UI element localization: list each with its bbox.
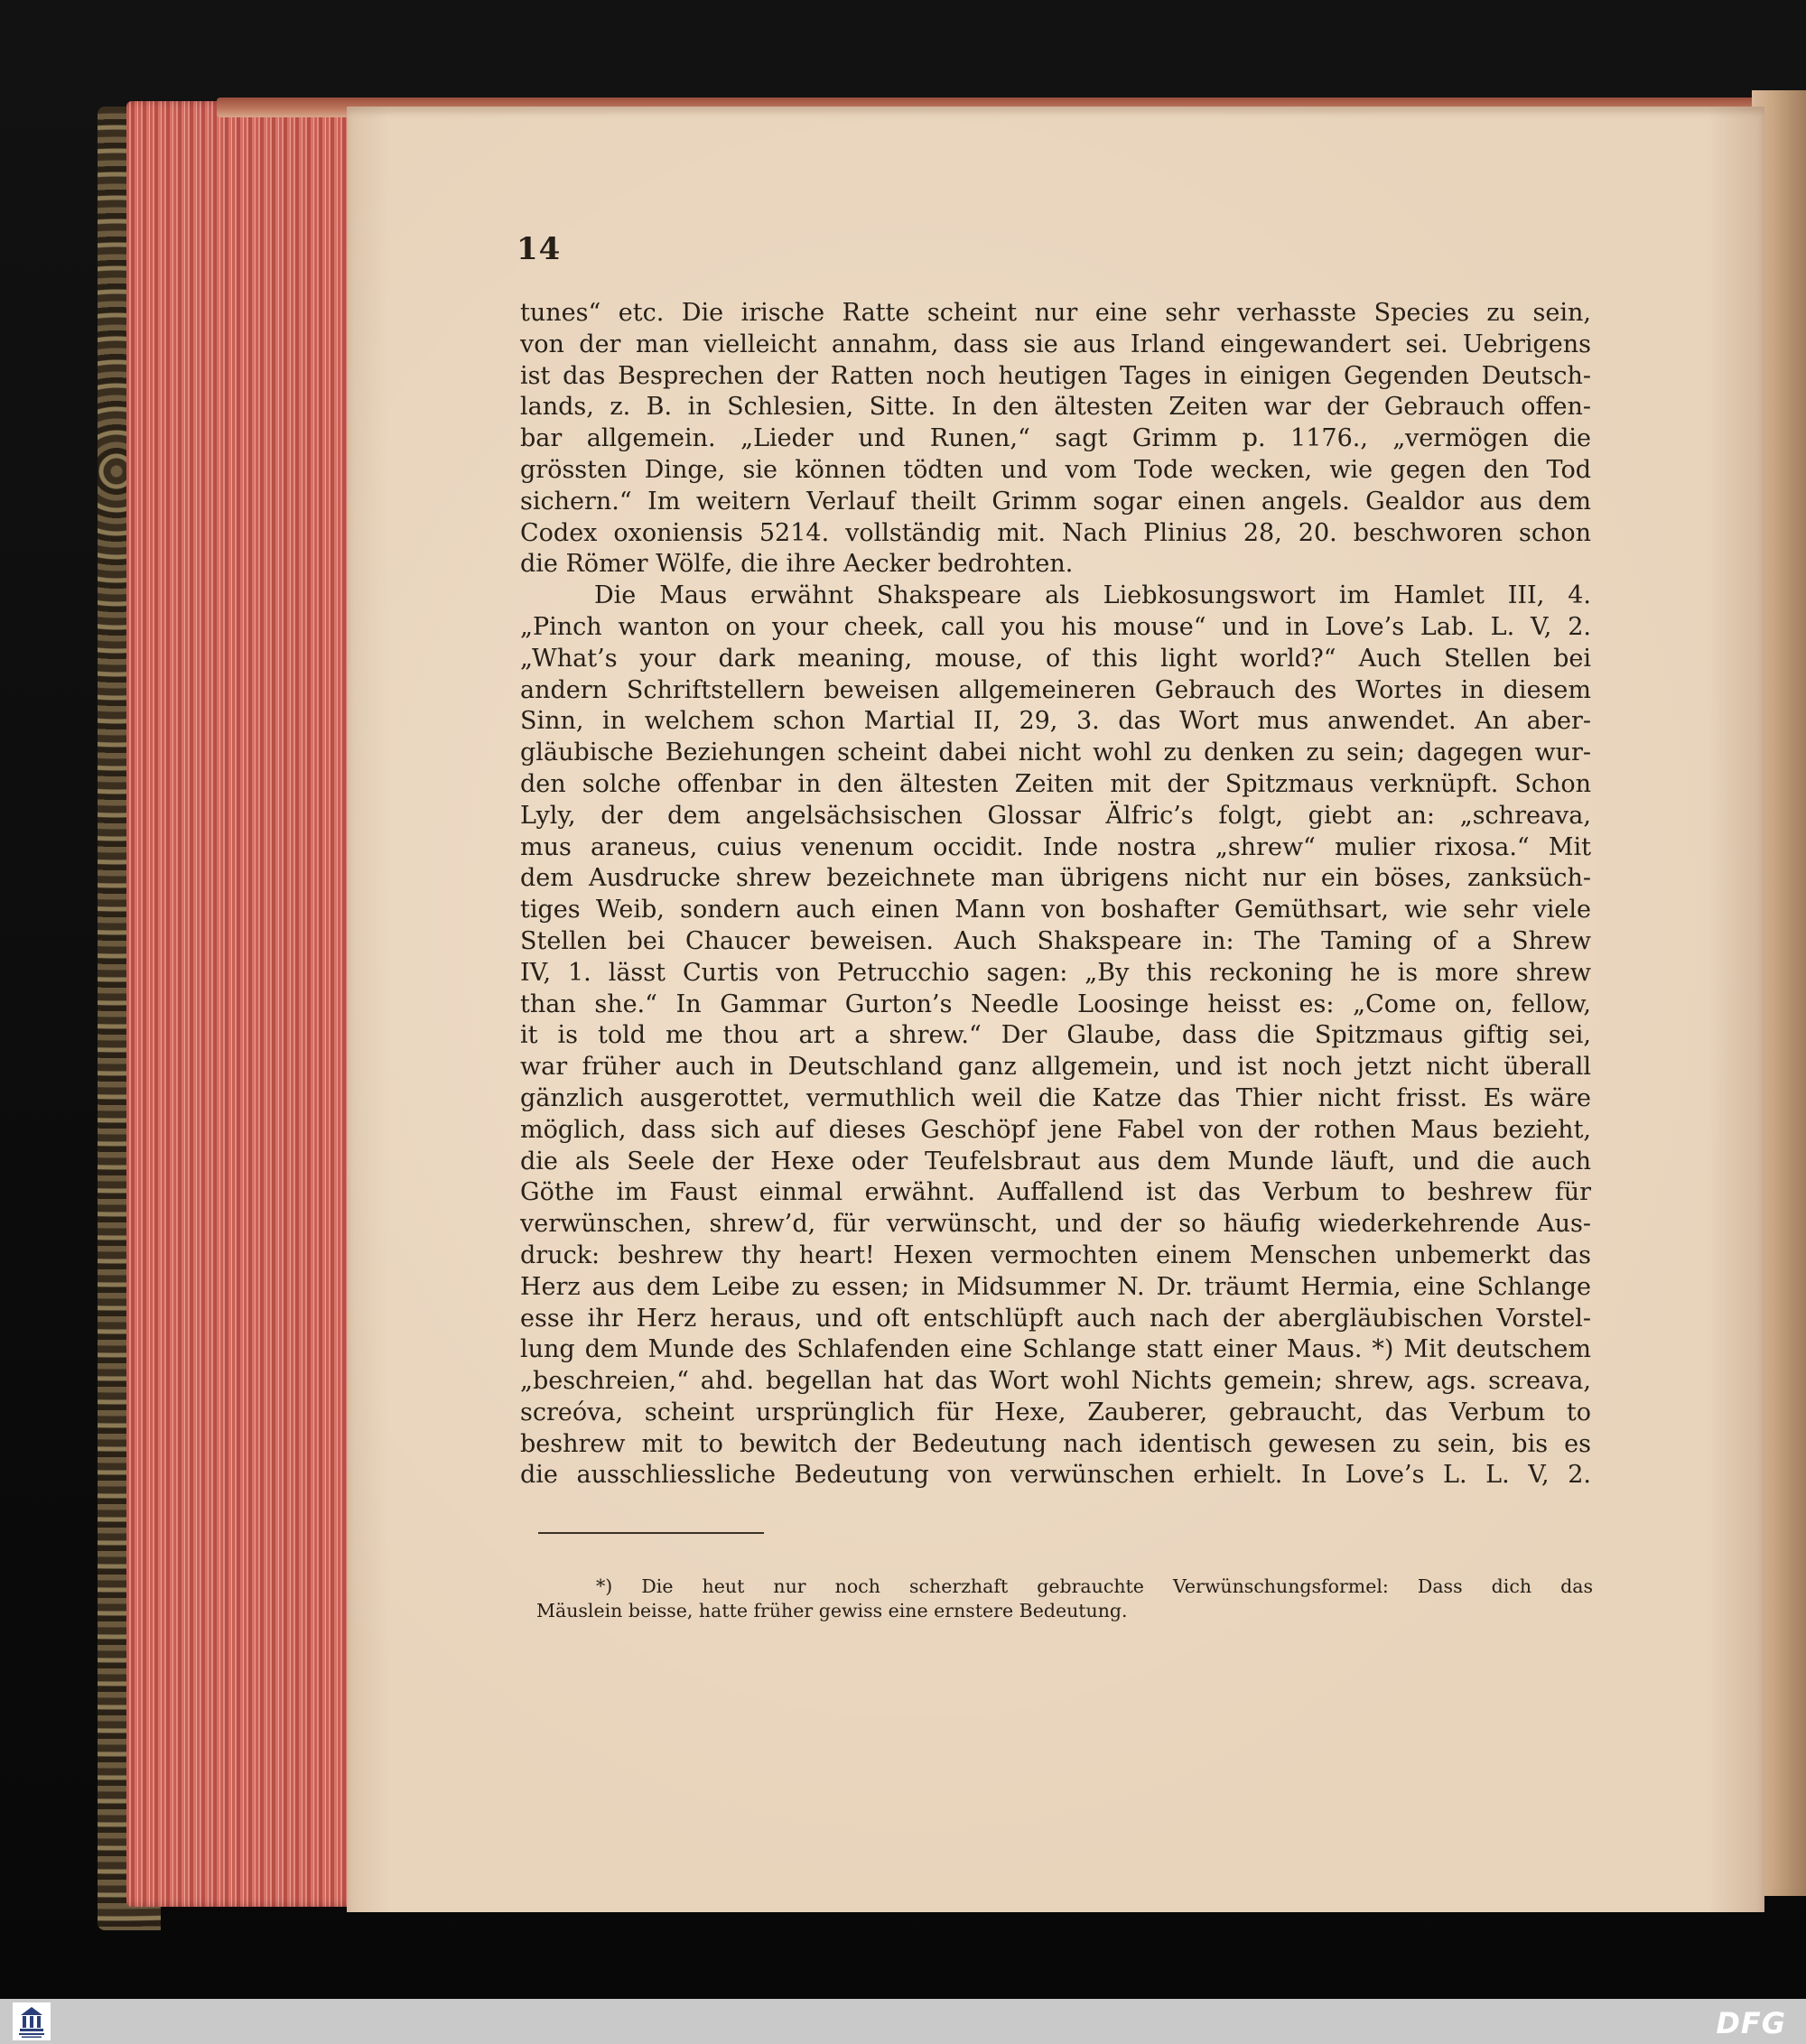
page-number: 14 [517, 231, 562, 267]
text-line: lung dem Munde des Schlafenden eine Schlange statt einer Maus. *) Mit deutschem [520, 1335, 1591, 1364]
footnote-line: Mäuslein beisse, hatte früher gewiss eine ernstere Bedeutung. [536, 1600, 1128, 1621]
text-line: „What’s your dark meaning, mouse, of this light world?“ Auch Stellen bei [520, 644, 1591, 673]
text-line: it is told me thou art a shrew.“ Der Glaube, dass die Spitzmaus giftig sei, [520, 1021, 1591, 1050]
text-line: tiges Weib, sondern auch einen Mann von boshafter Gemüthsart, wie sehr viele [520, 896, 1591, 924]
text-line: den solche offenbar in den ältesten Zeiten mit der Spitzmaus verknüpft. Schon [520, 769, 1591, 798]
text-line: bar allgemein. „Lieder und Runen,“ sagt Grimm p. 1176., „vermögen die [520, 424, 1591, 453]
text-line: die ausschliessliche Bedeutung von verwünschen erhielt. In Love’s L. L. V, 2. [520, 1461, 1591, 1490]
text-line: mus araneus, cuius venenum occidit. Inde nostra „shrew“ mulier rixosa.“ Mit [520, 832, 1591, 861]
text-line: dem Ausdrucke shrew bezeichnete man übrigens nicht nur ein böses, zanksüch- [520, 864, 1591, 893]
text-line: beshrew mit to bewitch der Bedeutung nach identisch gewesen zu sein, bis es [520, 1429, 1591, 1458]
text-line: Codex oxoniensis 5214. vollständig mit. Nach Plinius 28, 20. beschworen schon [520, 518, 1591, 547]
text-line: Herz aus dem Leibe zu essen; in Midsummer N. Dr. träumt Hermia, eine Schlange [520, 1272, 1591, 1301]
text-line: war früher auch in Deutschland ganz allgemein, und ist noch jetzt nicht überall [520, 1053, 1591, 1082]
text-line: die als Seele der Hexe oder Teufelsbraut aus dem Munde läuft, und die auch [520, 1147, 1591, 1175]
page-edges [126, 101, 361, 1907]
book-page [347, 107, 1764, 1912]
footnote [536, 1575, 1593, 1623]
text-line: gläubische Beziehungen scheint dabei nicht wohl zu denken zu sein; dagegen wur- [520, 739, 1591, 767]
text-line: Lyly, der dem angelsächsischen Glossar Älfric’s folgt, giebt an: „schreava, [520, 801, 1591, 830]
text-line: Die Maus erwähnt Shakspeare als Liebkosungswort im Hamlet III, 4. [594, 581, 1591, 610]
text-line: ist das Besprechen der Ratten noch heutigen Tages in einigen Gegenden Deutsch- [520, 361, 1591, 390]
body-text [520, 298, 1591, 1491]
text-line: möglich, dass sich auf dieses Geschöpf jene Fabel von der rothen Maus bezieht, [520, 1115, 1591, 1144]
text-line: die Römer Wölfe, die ihre Aecker bedrohten. [520, 550, 1074, 579]
viewer-footer-bar [0, 1999, 1806, 2044]
text-line: druck: beshrew thy heart! Hexen vermochten einem Menschen unbemerkt das [520, 1240, 1591, 1269]
institution-logo-icon [13, 2002, 51, 2040]
text-line: lands, z. B. in Schlesien, Sitte. In den ältesten Zeiten war der Gebrauch offen- [520, 393, 1591, 422]
text-line: IV, 1. lässt Curtis von Petrucchio sagen: „By this reckoning he is more shrew [520, 958, 1591, 987]
text-line: Stellen bei Chaucer beweisen. Auch Shakspeare in: The Taming of a Shrew [520, 926, 1591, 955]
text-line: screóva, scheint ursprünglich für Hexe, Zauberer, gebraucht, das Verbum to [520, 1398, 1591, 1426]
text-line: von der man vielleicht annahm, dass sie aus Irland eingewandert sei. Uebrigens [520, 330, 1591, 358]
text-line: grössten Dinge, sie können tödten und vom Tode wecken, wie gegen den Tod [520, 455, 1591, 484]
footnote-divider [538, 1532, 764, 1534]
text-line: tunes“ etc. Die irische Ratte scheint nur eine sehr verhasste Species zu sein, [520, 299, 1591, 327]
text-line: Sinn, in welchem schon Martial II, 29, 3. das Wort mus anwendet. An aber- [520, 707, 1591, 736]
text-line: gänzlich ausgerottet, vermuthlich weil die Katze das Thier nicht frisst. Es wäre [520, 1083, 1591, 1112]
text-line: „beschreien,“ ahd. begellan hat das Wort wohl Nichts gemein; shrew, ags. screava, [520, 1367, 1591, 1396]
text-line: „Pinch wanton on your cheek, call you his mouse“ und in Love’s Lab. L. V, 2. [520, 612, 1591, 641]
text-line: sichern.“ Im weitern Verlauf theilt Grimm sogar einen angels. Gealdor aus dem [520, 487, 1591, 516]
text-line: verwünschen, shrew’d, für verwünscht, und der so häufig wiederkehrende Aus- [520, 1210, 1591, 1239]
text-line: esse ihr Herz heraus, und oft entschlüpft auch nach der abergläubischen Vorstel- [520, 1304, 1591, 1333]
footnote-line: *) Die heut nur noch scherzhaft gebrauchte Verwünschungsformel: Dass dich das [596, 1575, 1593, 1597]
dfg-logo: DFG [1716, 2006, 1786, 2040]
text-line: Göthe im Faust einmal erwähnt. Auffallend ist das Verbum to beshrew für [520, 1178, 1591, 1207]
text-line: than she.“ In Gammar Gurton’s Needle Loosinge heisst es: „Come on, fellow, [520, 989, 1591, 1018]
text-line: andern Schriftstellern beweisen allgemeineren Gebrauch des Wortes in diesem [520, 675, 1591, 704]
